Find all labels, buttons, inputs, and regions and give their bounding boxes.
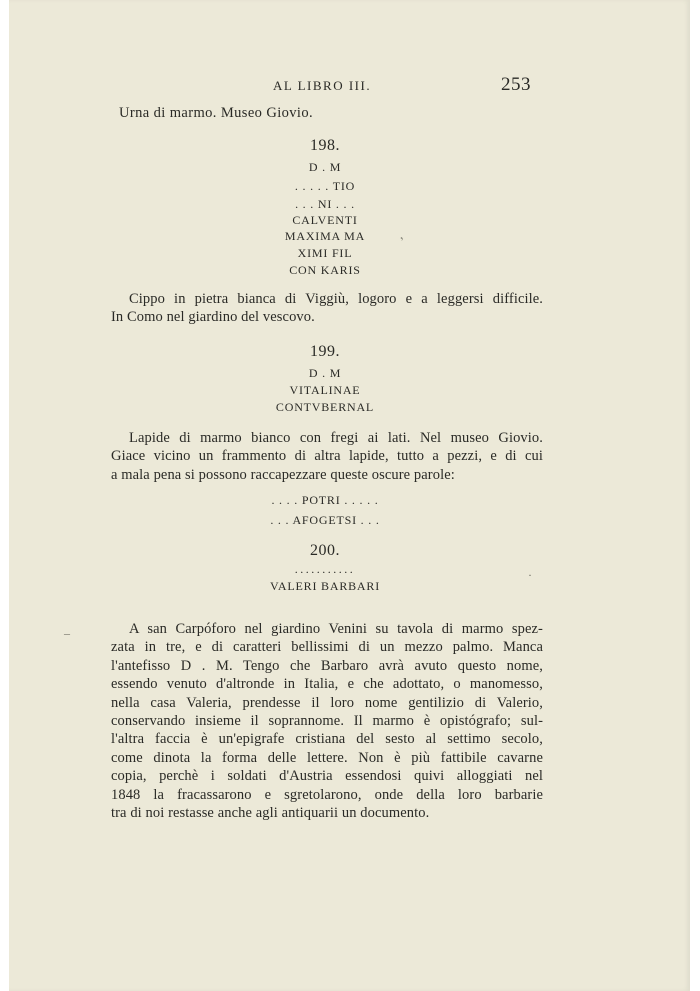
page-header bbox=[9, 74, 690, 98]
text-line: In Como nel giardino del vescovo. bbox=[111, 309, 315, 326]
text-line: a mala pena si possono raccapezzare queste oscure parole: bbox=[111, 466, 455, 483]
running-head: AL LIBRO III. bbox=[273, 78, 372, 93]
text-line: Cippo in pietra bianca di Viggiù, logoro e a leggersi difficile. bbox=[129, 291, 543, 307]
text-line: 1848 la fracassarono e sgretolarono, onde della loro barbarie bbox=[111, 786, 543, 803]
inscription-line: VITALINAE bbox=[289, 383, 361, 397]
intro-line: Urna di marmo. Museo Giovio. bbox=[119, 105, 314, 121]
text-line: Lapide di marmo bianco con fregi ai lati. Nel museo Giovio. bbox=[129, 430, 543, 446]
text-line: l'antefisso D . M. Tengo che Barbaro avrà avuto questo nome, bbox=[111, 657, 543, 674]
text-line: A san Carpóforo nel giardino Venini su tavola di marmo spez- bbox=[129, 621, 543, 637]
inscription-dots: ........... bbox=[294, 562, 356, 576]
inscription-line: D . M bbox=[308, 366, 342, 380]
paragraph-199 bbox=[111, 429, 543, 484]
inscription-number-198: 198. bbox=[310, 137, 340, 154]
inscription-line: . . . . . TIO bbox=[294, 179, 356, 193]
inscription-line: XIMI FIL bbox=[297, 246, 353, 260]
text-line: zata in tre, e di caratteri bellissimi di un mezzo palmo. Manca bbox=[111, 639, 543, 656]
text-line: nella casa Valeria, prendesse il loro nome gentilizio di Valerio, bbox=[111, 694, 543, 711]
fragment-line: . . . . POTRI . . . . . bbox=[271, 493, 379, 507]
page-number: 253 bbox=[501, 74, 531, 95]
paragraph-198 bbox=[111, 290, 543, 327]
inscription-line: . . . NI . . . bbox=[295, 197, 355, 211]
text-line: l'altra faccia è un'epigrafe cristiana del sesto al settimo secolo, bbox=[111, 731, 543, 748]
text-line: essendo venuto d'altronde in Italia, e che adottato, o manomesso, bbox=[111, 676, 543, 693]
inscription-line: VALERI BARBARI bbox=[270, 579, 380, 593]
text-line: conservando insieme il soprannome. Il marmo è opistógrafo; sul- bbox=[111, 713, 543, 730]
text-line: copia, perchè i soldati d'Austria essendosi quivi alloggiati nel bbox=[111, 768, 543, 785]
text-line: come dinota la forma delle lettere. Non è più fattibile cavarne bbox=[111, 749, 543, 766]
inscription-number-200: 200. bbox=[310, 542, 340, 559]
fragment-line: . . . AFOGETSI . . . bbox=[270, 513, 380, 527]
ink-speck: · bbox=[528, 568, 532, 582]
inscription-line: MAXIMA MA bbox=[284, 229, 366, 243]
ink-speck: ‚ bbox=[394, 228, 405, 243]
inscription-number-199: 199. bbox=[310, 343, 340, 360]
inscription-line: D . M bbox=[308, 160, 342, 174]
book-page bbox=[9, 0, 690, 991]
margin-mark: – bbox=[64, 626, 70, 640]
paragraph-200 bbox=[111, 620, 543, 822]
inscription-line: CON KARIS bbox=[289, 263, 361, 277]
inscription-line: CONTVBERNAL bbox=[275, 400, 375, 414]
text-line: tra di noi restasse anche agli antiquarii un documento. bbox=[111, 805, 430, 822]
inscription-line: CALVENTI bbox=[292, 213, 358, 227]
text-line: Giace vicino un frammento di altra lapide, tutto a pezzi, e di cui bbox=[111, 448, 543, 465]
